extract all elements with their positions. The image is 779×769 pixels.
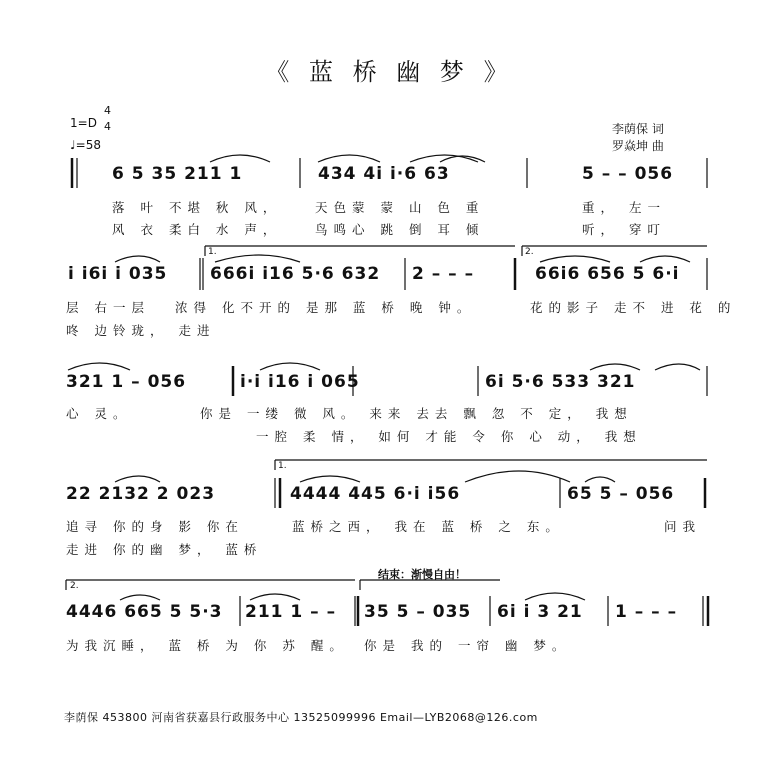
composer-credit: 罗焱坤 曲 [612,139,664,153]
volta-label: 1. [278,461,287,471]
time-signature-bottom: 4 [104,120,111,133]
lyric-line: 走进 你的幽 梦， 蓝桥 [66,542,263,557]
bar-notes: 66i6 656 5 6·i [535,264,680,284]
lyric-line: 咚 边铃珑， 走进 [66,323,216,338]
bar-notes: i·i i16 i 065 [240,372,360,392]
bar-notes: 22 2132 2 023 [66,484,216,504]
lyric-line: 问我 [664,519,702,534]
lyric-line: 落 叶 不堪 秋 风， [112,200,282,215]
volta-label: 2. [525,247,534,257]
bar-notes: 5 – – 056 [582,164,674,184]
lyric-line: 层 右一层 [66,300,150,315]
lyric-line: 追寻 你的身 影 你在 [66,519,244,534]
bar-notes: 1 – – – [615,602,678,622]
lyric-line: 花的影子 走不 进 花 的 [530,300,737,315]
time-signature-top: 4 [104,104,111,117]
lyric-line: 听， 穿叮 [582,222,666,237]
ending-instruction: 结束：渐慢自由！ [378,568,466,581]
lyric-line: 重， 左一 [582,200,666,215]
volta-label: 2. [70,581,79,591]
lyric-line: 一腔 柔 情， 如何 才能 令 你 心 动， 我想 [256,429,642,444]
bar-notes: 6i i 3 21 [497,602,583,622]
lyric-line: 浓得 化不开的 是那 蓝 桥 晚 钟。 [175,300,476,315]
bar-notes: 6 5 35 211 1 [112,164,243,184]
footer-contact: 李荫保 453800 河南省获嘉县行政服务中心 13525099996 Email—LYB2068@126.com [64,711,538,724]
bar-notes: 321 1 – 056 [66,372,187,392]
bar-notes: i i6i i 035 [68,264,168,284]
bar-notes: 666i i16 5·6 632 [210,264,381,284]
volta-label: 1. [208,247,217,257]
lyric-line: 天色蒙 蒙 山 色 重 [315,200,485,215]
lyric-line: 你是 一缕 微 风。 来来 去去 飘 忽 不 定， 我想 [200,406,633,421]
bar-notes: 211 1 – – [245,602,337,622]
song-title: 《 蓝 桥 幽 梦 》 [265,58,514,86]
key-signature: 1=D [70,116,97,130]
bar-notes: 4444 445 6·i i56 [290,484,461,504]
lyric-line: 风 衣 柔白 水 声， [112,222,282,237]
lyric-line: 为我沉睡， 蓝 桥 为 你 苏 醒。 [66,638,348,653]
bar-notes: 434 4i i·6 63 [318,164,450,184]
bar-notes: 4446 665 5 5·3 [66,602,223,622]
bar-notes: 6i 5·6 533 321 [485,372,636,392]
lyric-line: 你是 我的 一帘 幽 梦。 [364,638,571,653]
lyric-line: 蓝桥之西， 我在 蓝 桥 之 东。 [292,519,564,534]
tempo-mark: ♩=58 [70,138,101,152]
bar-notes: 35 5 – 035 [364,602,472,622]
bar-notes: 65 5 – 056 [567,484,675,504]
lyric-line: 鸟鸣心 跳 倒 耳 倾 [315,222,485,237]
lyricist-credit: 李荫保 词 [612,122,664,136]
bar-notes: 2 – – – [412,264,475,284]
lyric-line: 心 灵。 [66,406,132,421]
